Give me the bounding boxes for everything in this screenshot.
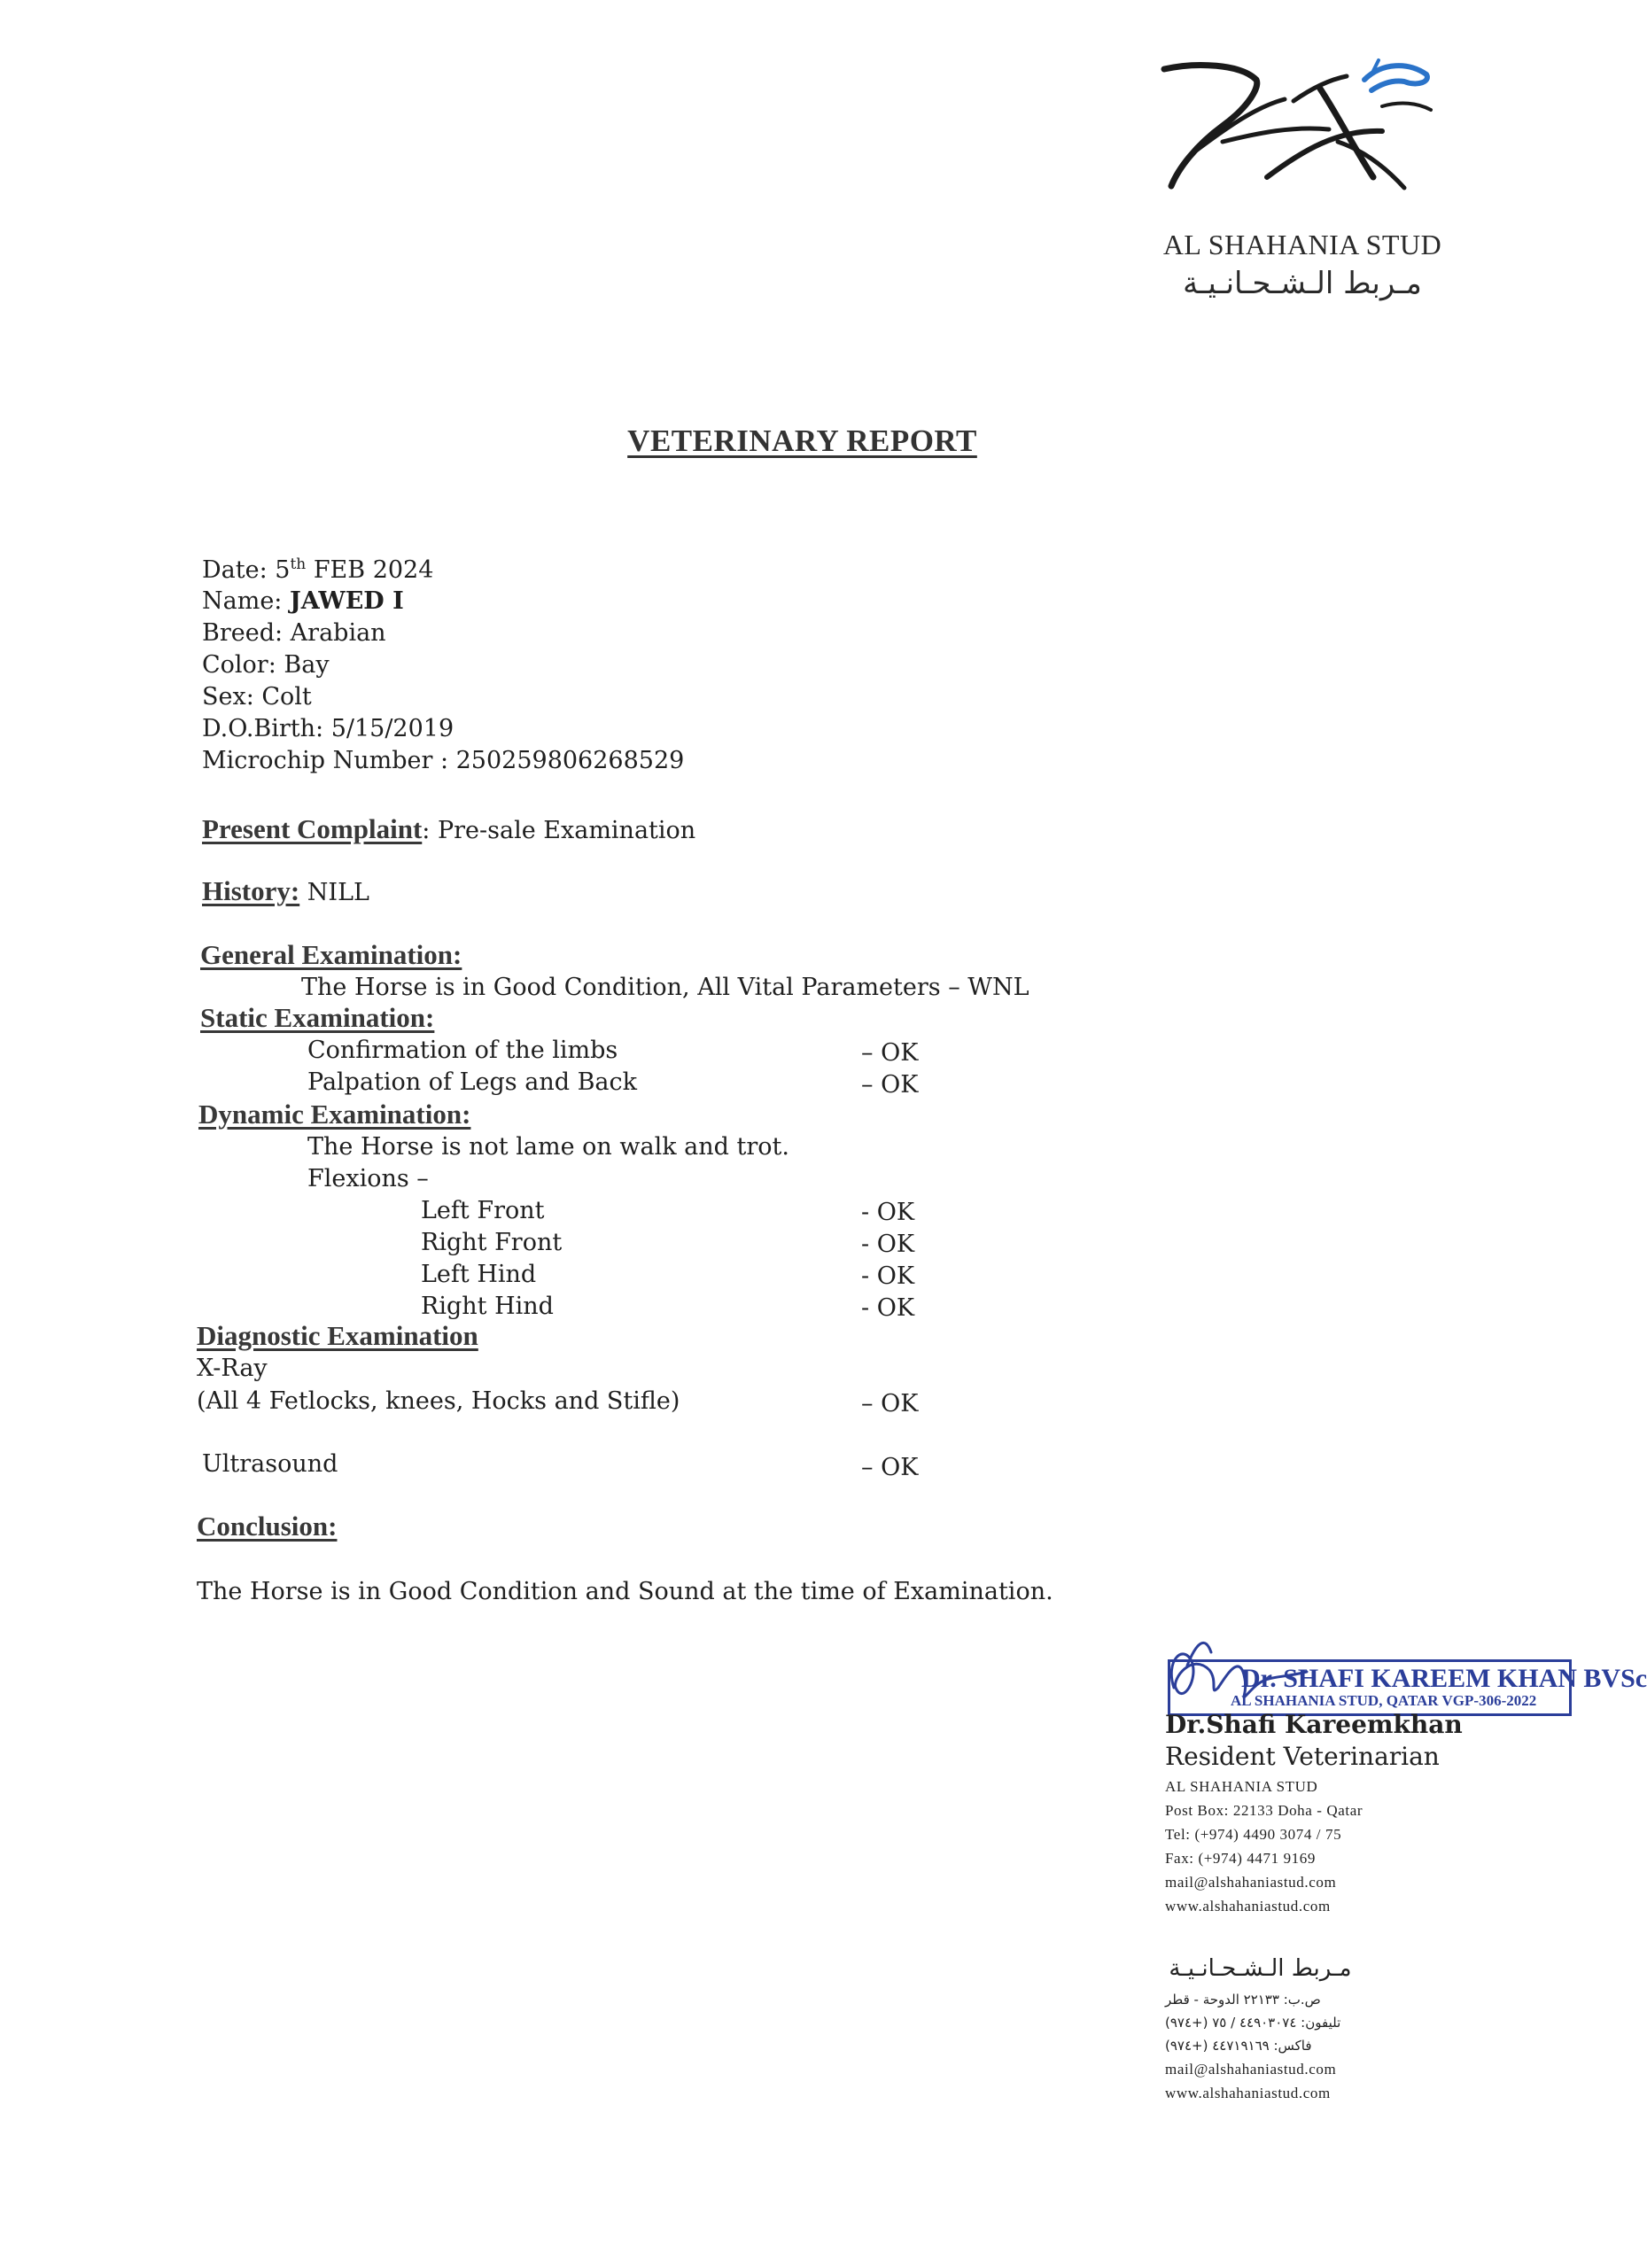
arabic-contact-line: ص.ب: ٢٢١٣٣ الدوحة - قطر bbox=[1165, 1992, 1321, 2008]
arabic-contact-line: فاكس: ٤٤٧١٩١٦٩ (+٩٧٤) bbox=[1165, 2038, 1312, 2054]
xray-label: X-Ray bbox=[197, 1355, 268, 1382]
arabic-stud-name: مـربط الـشـحـانـيـة bbox=[1169, 1955, 1352, 1982]
report-title: VETERINARY REPORT bbox=[627, 423, 977, 458]
stamp-registration: AL SHAHANIA STUD, QATAR VGP-306-2022 bbox=[1231, 1692, 1537, 1709]
doctor-name: Dr.Shafi Kareemkhan bbox=[1165, 1710, 1463, 1739]
color-line: Color: Bay bbox=[202, 651, 330, 679]
contact-line: mail@alshahaniastud.com bbox=[1165, 2061, 1337, 2078]
flexion-result: - OK bbox=[861, 1262, 915, 1290]
general-exam-text: The Horse is in Good Condition, All Vital Parameters – WNL bbox=[301, 974, 1029, 1001]
flexion-name: Left Hind bbox=[421, 1261, 537, 1288]
ultrasound-result: – OK bbox=[861, 1454, 919, 1481]
history-line: History: NILL bbox=[202, 875, 369, 906]
diagnostic-exam-heading: Diagnostic Examination bbox=[197, 1320, 478, 1351]
general-exam-heading: General Examination: bbox=[200, 939, 462, 970]
flexion-name: Right Front bbox=[421, 1229, 563, 1256]
static-item-name: Confirmation of the limbs bbox=[307, 1037, 618, 1064]
contact-line: Fax: (+974) 4471 9169 bbox=[1165, 1850, 1316, 1867]
xray-result: – OK bbox=[861, 1390, 919, 1418]
flexion-result: - OK bbox=[861, 1294, 915, 1322]
sex-line: Sex: Colt bbox=[202, 683, 312, 711]
flexion-result: - OK bbox=[861, 1231, 915, 1258]
stud-name-arabic: مـربط الـشـحـانـيـة bbox=[1183, 266, 1422, 301]
conclusion-heading: Conclusion: bbox=[197, 1511, 338, 1542]
handwritten-signature bbox=[1156, 1626, 1316, 1723]
flexion-result: - OK bbox=[861, 1199, 915, 1226]
doctor-role: Resident Veterinarian bbox=[1165, 1742, 1440, 1771]
stud-logo-icon bbox=[1161, 44, 1444, 204]
arabic-contact-line: تليفون: ٤٤٩٠٣٠٧٤ / ٧٥ (+٩٧٤) bbox=[1165, 2015, 1341, 2031]
static-item-result: – OK bbox=[861, 1039, 919, 1067]
microchip-line: Microchip Number : 250259806268529 bbox=[202, 747, 685, 774]
flexion-name: Left Front bbox=[421, 1197, 545, 1224]
xray-detail: (All 4 Fetlocks, knees, Hocks and Stifle) bbox=[197, 1387, 680, 1415]
dob-line: D.O.Birth: 5/15/2019 bbox=[202, 715, 454, 742]
contact-line: Tel: (+974) 4490 3074 / 75 bbox=[1165, 1826, 1342, 1843]
contact-line: www.alshahaniastud.com bbox=[1165, 2085, 1331, 2101]
conclusion-text: The Horse is in Good Condition and Sound at the time of Examination. bbox=[197, 1578, 1053, 1605]
flexion-name: Right Hind bbox=[421, 1293, 554, 1320]
static-exam-heading: Static Examination: bbox=[200, 1002, 435, 1033]
dynamic-exam-text: The Horse is not lame on walk and trot. bbox=[307, 1133, 789, 1161]
static-item-name: Palpation of Legs and Back bbox=[307, 1068, 638, 1096]
name-line: Name: JAWED I bbox=[202, 587, 404, 615]
flexions-label: Flexions – bbox=[307, 1165, 429, 1192]
static-item-result: – OK bbox=[861, 1071, 919, 1099]
stud-name: AL SHAHANIA STUD bbox=[1162, 229, 1442, 260]
stamp-name: Dr. SHAFI KAREEM KHAN BVSc bbox=[1241, 1664, 1647, 1693]
complaint-line: Present Complaint: Pre-sale Examination bbox=[202, 813, 696, 844]
ultrasound-label: Ultrasound bbox=[202, 1450, 338, 1478]
breed-line: Breed: Arabian bbox=[202, 619, 386, 647]
date-line: Date: 5th FEB 2024 bbox=[202, 555, 434, 584]
contact-line: Post Box: 22133 Doha - Qatar bbox=[1165, 1802, 1363, 1819]
dynamic-exam-heading: Dynamic Examination: bbox=[198, 1099, 471, 1130]
contact-line: AL SHAHANIA STUD bbox=[1165, 1778, 1318, 1795]
contact-line: www.alshahaniastud.com bbox=[1165, 1898, 1331, 1915]
contact-line: mail@alshahaniastud.com bbox=[1165, 1874, 1337, 1891]
